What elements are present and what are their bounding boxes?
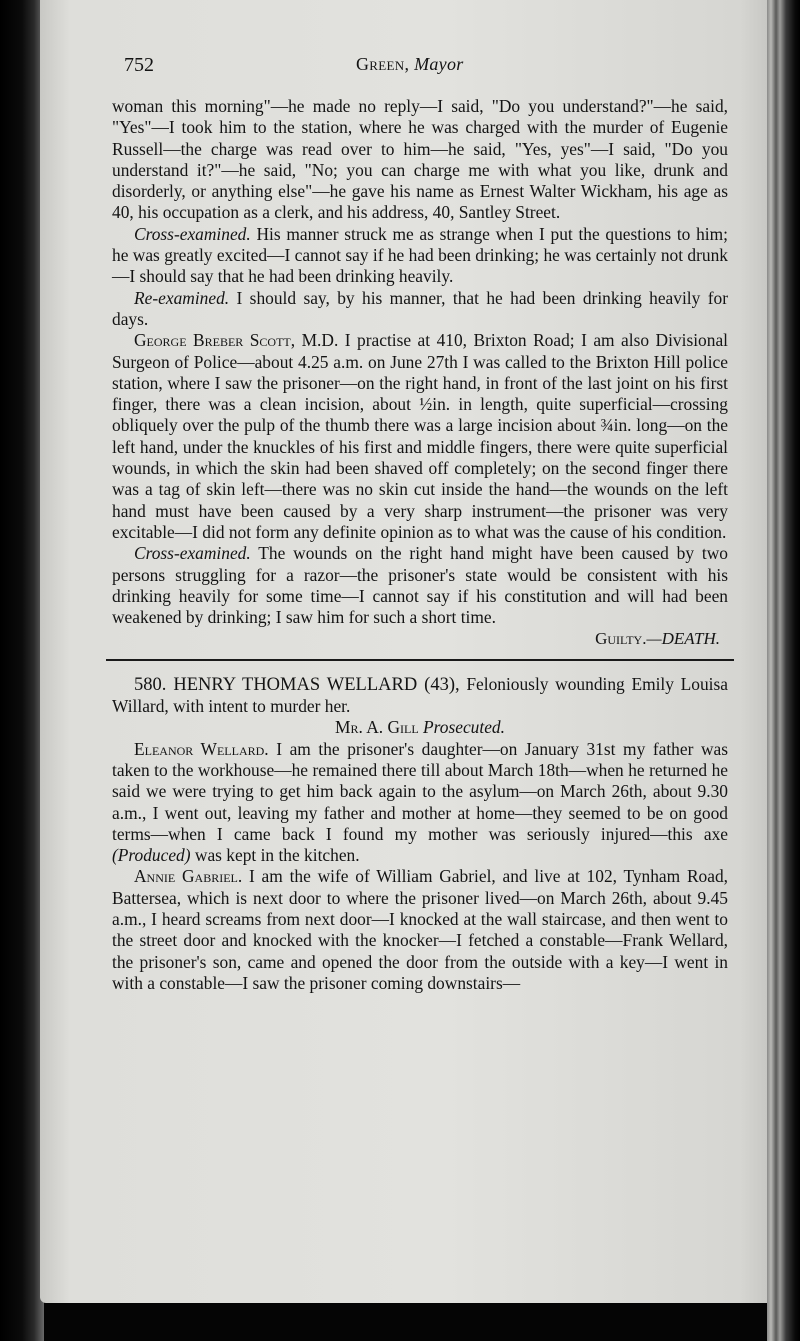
page-number: 752: [124, 54, 154, 76]
verdict: [112, 628, 728, 649]
counsel-line: [112, 717, 728, 738]
case-heading: [112, 674, 728, 718]
section-divider: [106, 659, 734, 661]
running-head: [356, 54, 464, 75]
cross-examined-text: His manner struck me as strange when I put the questions to him; he was greatly excited—I cannot say if he had been drinking; he was certainly not drunk—I should say that he had been drinking heavily.: [112, 223, 728, 287]
paragraph-continued: woman this morning"—he made no reply—I said, "Do you understand?"—he said, "Yes"—I took him to the station, where he was charged with the murder of Eugenie Russell—the charge was read over to him—he said, "Yes, yes"—I said, "Do you understand it?"—he said, "No; you can charge me with what you like, drunk and disorderly, or anything else"—he gave his name as Ernest Walter Wickham, his age as 40, his occupation as a clerk, and his address, 40, Santley Street.: [112, 96, 728, 223]
re-examined-label: Re-examined.: [134, 287, 230, 308]
paragraph-witness-eleanor: [112, 739, 728, 867]
witness-name: George Breber Scott: [134, 330, 291, 351]
cross-examined-label: Cross-examined.: [134, 543, 251, 564]
verdict-sentence: —DEATH.: [646, 629, 720, 649]
cross-examined-label: Cross-examined.: [134, 223, 251, 244]
cross-examined-text: The wounds on the right hand might have been caused by two persons struggling for a razor—the prisoner's state would be consistent with his drinking heavily for some time—I cannot say if his constitution and will had been weakened by drinking; I saw him for such a short time.: [112, 543, 728, 628]
body-text: [112, 96, 728, 994]
counsel-role: Prosecuted.: [418, 717, 505, 738]
exhibit-produced: (Produced): [112, 845, 191, 866]
paragraph-witness-scott: [112, 330, 728, 543]
witness-testimony: I am the prisoner's daughter—on January 31st my father was taken to the workhouse—he remained there till about March 18th—when he returned he said we were trying to get him back again to the asylum—on March 26th, about 9.30 a.m., I went out, leaving my father and mother at home—they seemed to be on good terms—when I came back I found my mother was seriously injured—this axe: [112, 738, 728, 844]
witness-name: Eleanor Wellard.: [134, 738, 269, 759]
paragraph-re-examined: [112, 288, 728, 331]
scan-left-border: [0, 0, 44, 1341]
running-head-name: Green,: [356, 54, 410, 74]
witness-title: , M.D.: [290, 330, 339, 351]
verdict-word: Guilty.: [595, 629, 647, 649]
paragraph-cross-examined-2: [112, 543, 728, 628]
paragraph-cross-examined-1: [112, 224, 728, 288]
witness-testimony: I practise at 410, Brixton Road; I am also Divisional Surgeon of Police—about 4.25 a.m. on June 27th I was called to the Brixton Hill police station, where I saw the prisoner—on the right hand, in front of the last joint on his first finger, there was a clean incision, about ½in. in length, quite superficial—crossing obliquely over the pulp of the thumb there was a large incision about ¾in. long—on the left hand, under the knuckles of his first and middle fingers, there were quite superficial wounds, in which the skin had been shaved off completely; on the second finger there was a tag of skin left—there was no skin cut inside the hand—the wounds on the left hand must have been caused by a very sharp instrument—the prisoner was very excitable—I did not form any definite opinion as to what was the cause of his condition.: [112, 330, 728, 542]
paragraph-witness-annie: [112, 866, 728, 994]
witness-name: Annie Gabriel.: [134, 866, 243, 887]
page-header: [124, 54, 724, 82]
case-defendant: HENRY THOMAS WELLARD (43),: [166, 674, 460, 695]
counsel-name: Mr. A. Gill: [335, 717, 419, 738]
witness-testimony-end: was kept in the kitchen.: [190, 845, 360, 866]
witness-testimony: I am the wife of William Gabriel, and live at 102, Tynham Road, Battersea, which is next door to where the prisoner lived—on March 26th, about 9.45 a.m., I heard screams from next door—I knocked at the wall staircase, and then went to the street door and knocked with the knocker—I fetched a constable—Frank Wellard, the prisoner's son, came and opened the door from the outside with a key—I went in with a constable—I saw the prisoner coming downstairs—: [112, 866, 729, 993]
case-number: 580.: [134, 674, 167, 695]
page-stack-edge: [767, 0, 800, 1341]
case-charge: Feloniously wounding Emily Louisa Willard, with intent to murder her.: [112, 673, 728, 717]
running-head-title: Mayor: [414, 54, 464, 74]
re-examined-text: I should say, by his manner, that he had been drinking heavily for days.: [112, 287, 728, 329]
